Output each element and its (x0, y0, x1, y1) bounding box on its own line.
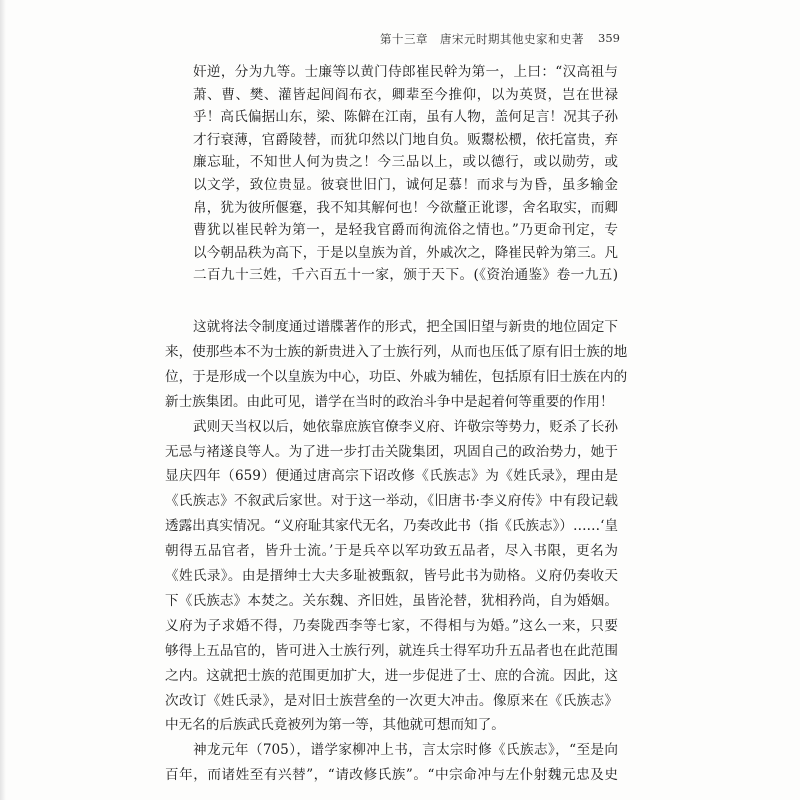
body-line: 够得上五品官的，皆可进入士族行列，就连兵士得军功升五品者也在此范围 (165, 642, 618, 659)
body-line: 百年，而诸姓至有兴替”，“请改修氏族”。“中宗命冲与左仆射魏元忠及史 (165, 767, 618, 784)
body-line: 位，于是形成一个以皇族为中心，功臣、外戚为辅佐，包括原有旧士族在内的 (165, 368, 628, 385)
body-line: 神龙元年（705），谱学家柳冲上书，言太宗时修《氏族志》，“至是向 (193, 742, 618, 759)
body-line: 中无名的后族武氏竟被列为第一等，其他就可想而知了。 (165, 717, 505, 734)
page-binding-shadow (0, 0, 6, 800)
body-line: 朝得五品官者，皆升士流。’于是兵卒以军功致五品者，尽入书限，更名为 (165, 543, 618, 560)
body-line: 义府为子求婚不得，乃奏陇西李等七家，不得相与为婚。”这么一来，只要 (165, 617, 618, 634)
chapter-title: 第十三章 唐宋元时期其他史家和史著 (380, 32, 584, 46)
quote-line: 乎！高氏偏据山东，梁、陈僻在江南，虽有人物，盖何足言！况其子孙 (193, 109, 618, 126)
quote-line: 廉忘耻，不知世人何为贵之！今三品以上，或以德行，或以勋劳，或 (193, 154, 618, 171)
quote-line: 二百九十三姓，千六百五十一家，颁于天下。(《资治通鉴》卷一九五) (193, 267, 618, 284)
body-line: 来，使那些本不为士族的新贵进入了士族行列，从而也压低了原有旧士族的地 (165, 343, 628, 360)
body-line: 《姓氏录》。由是搢绅士大夫多耻被甄叙，皆号此书为勋格。义府仍奏收天 (165, 568, 618, 584)
body-line: 无忌与褚遂良等人。为了进一步打击关陇集团，巩固自己的政治势力，她于 (165, 443, 618, 460)
body-line: 新士族集团。由此可见，谱学在当时的政治斗争中是起着何等重要的作用！ (165, 393, 614, 410)
quote-line: 才行衰薄，官爵陵替，而犹卬然以门地自负。贩鬻松槚，依托富贵，弃 (193, 131, 618, 148)
quote-line: 奸逆，分为九等。士廉等以黄门侍郎崔民幹为第一，上曰：“汉高祖与 (193, 64, 618, 80)
quote-line: 曹犹以崔民幹为第一，是轻我官爵而徇流俗之情也。”乃更命刊定，专 (193, 222, 618, 239)
body-line: 之内。这就把士族的范围更加扩大，进一步促进了士、庶的合流。因此，这 (165, 667, 618, 684)
body-line: 显庆四年（659）便通过唐高宗下诏改修《氏族志》为《姓氏录》，理由是 (165, 468, 618, 485)
body-line: 武则天当权以后，她依靠庶族官僚李义府、许敬宗等势力，贬杀了长孙 (193, 418, 618, 435)
body-line: 次改订《姓氏录》，是对旧士族营垒的一次更大冲击。像原来在《氏族志》 (165, 692, 618, 709)
body-line: 《氏族志》不叙武后家世。对于这一举动，《旧唐书·李义府传》中有段记载 (165, 493, 618, 510)
body-line: 下《氏族志》本焚之。关东魏、齐旧姓，虽皆沦替，犹相矜尚，自为婚姻。 (165, 592, 618, 609)
quote-line: 以文学，致位贵显。彼衰世旧门，诚何足慕！而求与为昏，虽多输金 (193, 177, 618, 193)
quote-line: 以今朝品秩为高下，于是以皇族为首，外戚次之，降崔民幹为第三。凡 (193, 244, 618, 261)
page-number: 359 (598, 31, 620, 45)
body-line: 透露出真实情况。“义府耻其家代无名，乃奏改此书（指《氏族志》）……‘皇 (165, 518, 619, 535)
body-line: 这就将法令制度通过谱牒著作的形式，把全国旧望与新贵的地位固定下 (193, 319, 618, 335)
quote-line: 萧、曹、樊、灌皆起闾阎布衣，卿辈至今推仰，以为英贤，岂在世禄 (193, 86, 618, 103)
running-header (380, 31, 620, 47)
quote-line: 帛，犹为彼所偃蹇，我不知其解何也！今欲釐正讹谬，舍名取实，而卿 (193, 199, 618, 216)
